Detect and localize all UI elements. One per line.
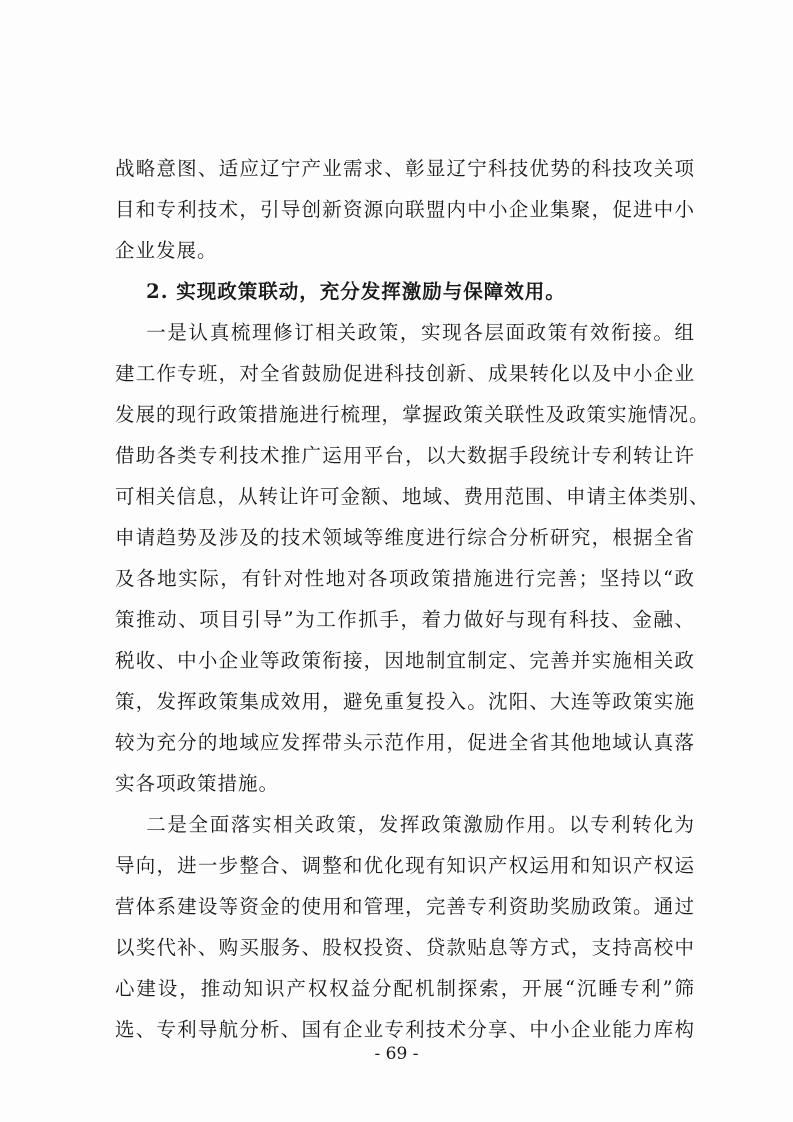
text-line: 以奖代补、购买服务、股权投资、贷款贴息等方式，支持高校中 — [115, 936, 695, 959]
page-number: - 69 - — [374, 1044, 419, 1064]
section-heading: 2. 实现政策联动，充分发挥激励与保障效用。 — [115, 280, 566, 303]
text-line: 发展的现行政策措施进行梳理，掌握政策关联性及政策实施情况。 — [115, 403, 710, 426]
text-line: 策，发挥政策集成效用，避免重复投入。沈阳、大连等政策实施 — [115, 690, 695, 713]
text-line: 目和专利技术，引导创新资源向联盟内中小企业集聚，促进中小 — [115, 198, 695, 221]
text-line: 心建设，推动知识产权权益分配机制探索，开展“沉睡专利”筛 — [115, 977, 695, 1000]
text-line: 及各地实际，有针对性地对各项政策措施进行完善；坚持以“政 — [115, 567, 695, 590]
text-line: 营体系建设等资金的使用和管理，完善专利资助奖励政策。通过 — [115, 895, 695, 918]
text-line: 借助各类专利技术推广运用平台，以大数据手段统计专利转让许 — [115, 444, 695, 467]
text-line: 二是全面落实相关政策，发挥政策激励作用。以专利转化为 — [115, 813, 695, 836]
text-line: 战略意图、适应辽宁产业需求、彰显辽宁科技优势的科技攻关项 — [115, 157, 695, 180]
document-body — [115, 148, 710, 1050]
text-line: 实各项政策措施。 — [115, 772, 280, 795]
text-line: 选、专利导航分析、国有企业专利技术分享、中小企业能力库构 — [115, 1018, 695, 1041]
text-line: 企业发展。 — [115, 239, 218, 262]
text-line: 策推动、项目引导”为工作抓手，着力做好与现有科技、金融、 — [115, 608, 695, 631]
text-line: 建工作专班，对全省鼓励促进科技创新、成果转化以及中小企业 — [115, 362, 695, 385]
text-line: 一是认真梳理修订相关政策，实现各层面政策有效衔接。组 — [115, 321, 695, 344]
text-line: 税收、中小企业等政策衔接，因地制宜制定、完善并实施相关政 — [115, 649, 695, 672]
text-line: 可相关信息，从转让许可金额、地域、费用范围、申请主体类别、 — [115, 485, 710, 508]
text-line: 申请趋势及涉及的技术领域等维度进行综合分析研究，根据全省 — [115, 526, 695, 549]
text-line: 导向，进一步整合、调整和优化现有知识产权运用和知识产权运 — [115, 854, 695, 877]
text-line: 较为充分的地域应发挥带头示范作用，促进全省其他地域认真落 — [115, 731, 695, 754]
